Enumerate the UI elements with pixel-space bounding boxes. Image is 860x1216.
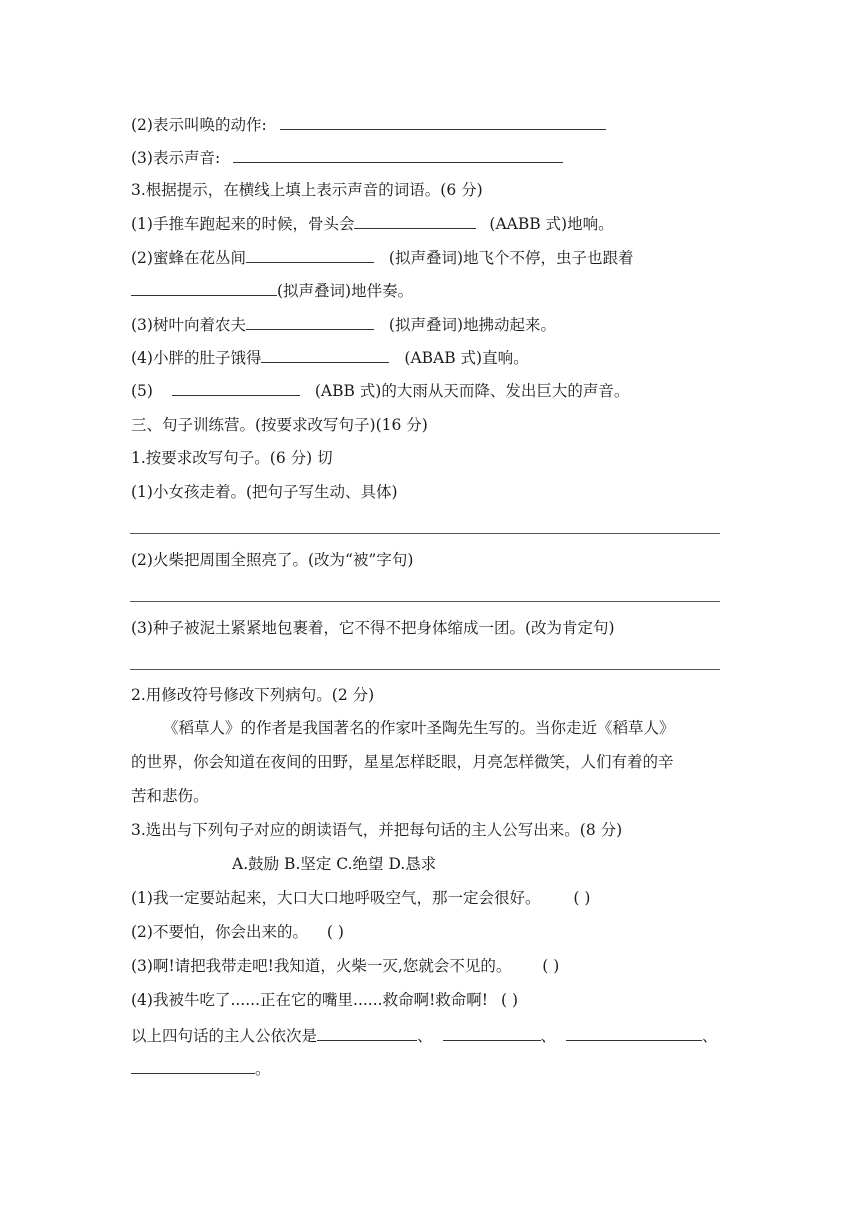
answer-line[interactable] (130, 601, 720, 602)
answer-parens[interactable]: ( ) (573, 889, 591, 907)
answer-blank[interactable] (131, 280, 277, 296)
tone-item-1: (1)我一定要站起来，大口大口地呼吸空气，那一定会很好。 ( ) (131, 889, 591, 907)
question-3b-heading: 3.选出与下列句子对应的朗读语气，并把每句话的主人公写出来。(8 分) (131, 821, 623, 839)
answer-parens[interactable]: ( ) (542, 957, 560, 975)
blank-item-5: (5) (ABB 式)的大雨从天而降、发出巨大的声音。 (131, 382, 630, 400)
answer-blank[interactable] (172, 380, 300, 396)
answer-parens[interactable]: ( ) (326, 923, 344, 941)
blank-item-3: (3)树叶向着农夫 (拟声叠词)地拂动起来。 (131, 316, 557, 334)
blank-item-2-cont: (拟声叠词)地伴奏。 (131, 280, 413, 301)
sick-sentence-line-3: 苦和悲伤。 (131, 787, 209, 805)
rewrite-item-3: (3)种子被泥土紧紧地包裹着，它不得不把身体缩成一团。(改为肯定句) (131, 619, 615, 637)
blank-item-1: (1)手推车跑起来的时候，骨头会 (AABB 式)地响。 (131, 215, 614, 233)
item-2-call-action: (2)表示叫唤的动作: (131, 114, 606, 135)
answer-blank[interactable] (443, 1025, 541, 1041)
item-3-sound: (3)表示声音: (131, 147, 563, 168)
section-3-heading: 三、句子训练营。(按要求改写句子)(16 分) (131, 416, 428, 434)
answer-blank[interactable] (354, 213, 476, 229)
protagonists-line-cont: 。 (131, 1058, 271, 1079)
question-3-heading: 3.根据提示，在横线上填上表示声音的词语。(6 分) (131, 181, 483, 199)
answer-parens[interactable]: ( ) (500, 991, 519, 1009)
sick-sentence-line-2: 的世界，你会知道在夜间的田野，星星怎样眨眼，月亮怎样微笑，人们有着的辛 (131, 753, 674, 771)
answer-blank[interactable] (246, 247, 374, 263)
answer-blank[interactable] (317, 1025, 417, 1041)
question-1-heading: 1.按要求改写句子。(6 分) 切 (131, 449, 333, 467)
rewrite-item-1: (1)小女孩走着。(把句子写生动、具体) (131, 483, 398, 501)
tone-item-3: (3)啊!请把我带走吧!我知道，火柴一灭,您就会不见的。 ( ) (131, 957, 560, 975)
tone-item-4: (4)我被牛吃了......正在它的嘴里......救命啊!救命啊! ( ) (131, 991, 519, 1009)
tone-item-2: (2)不要怕，你会出来的。 ( ) (131, 923, 344, 941)
answer-blank[interactable] (233, 147, 563, 163)
answer-blank[interactable] (280, 114, 606, 130)
blank-item-4: (4)小胖的肚子饿得 (ABAB 式)直响。 (131, 349, 529, 367)
blank-item-2: (2)蜜蜂在花丛间 (拟声叠词)地飞个不停，虫子也跟着 (131, 249, 634, 267)
answer-blank[interactable] (131, 1058, 255, 1074)
protagonists-line: 以上四句话的主人公依次是 、 、 、 (131, 1027, 718, 1045)
answer-line[interactable] (130, 669, 720, 670)
answer-blank[interactable] (261, 347, 389, 363)
question-2-heading: 2.用修改符号修改下列病句。(2 分) (131, 686, 375, 704)
tone-options: A.鼓励 B.坚定 C.绝望 D.恳求 (232, 855, 437, 873)
sick-sentence-line-1: 《稻草人》的作者是我国著名的作家叶圣陶先生写的。当你走近《稻草人》 (163, 719, 675, 737)
answer-blank[interactable] (246, 314, 374, 330)
answer-line[interactable] (130, 533, 720, 534)
rewrite-item-2: (2)火柴把周围全照亮了。(改为“被”字句) (131, 551, 414, 569)
answer-blank[interactable] (566, 1025, 702, 1041)
